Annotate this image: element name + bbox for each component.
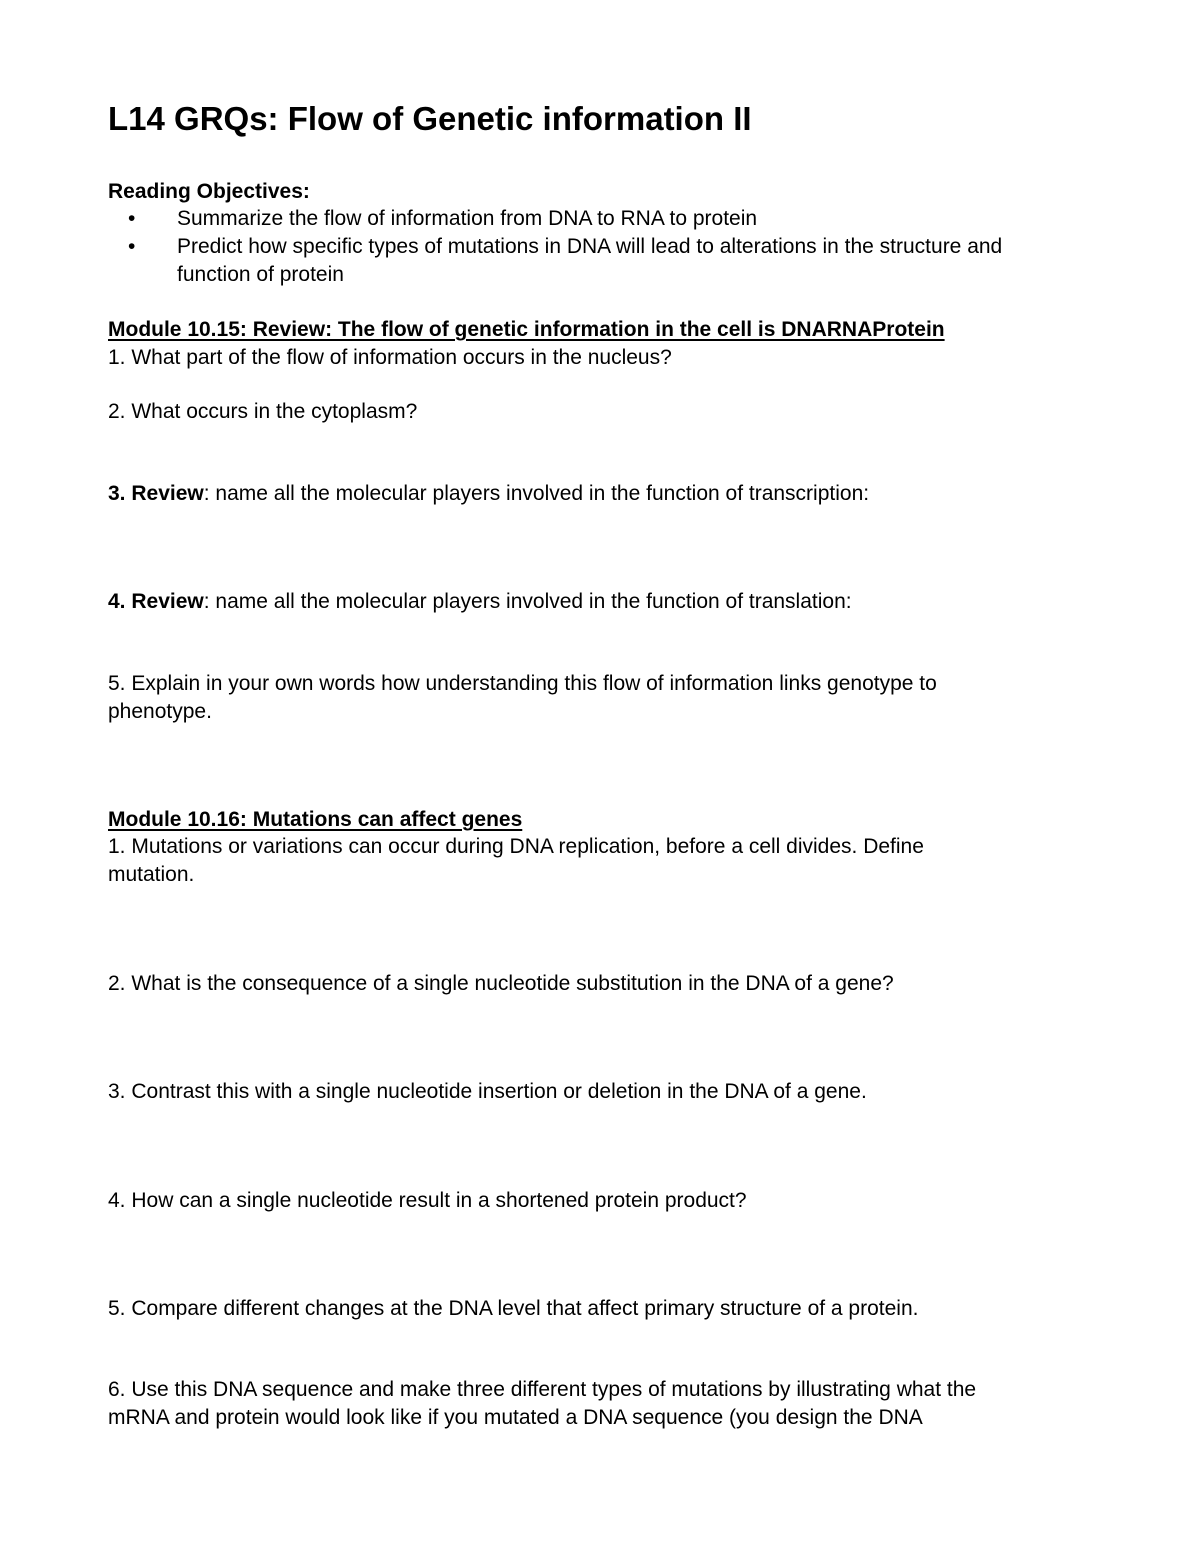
objective-item-continuation: function of protein <box>177 263 344 286</box>
objective-item: Summarize the flow of information from DNA to RNA to protein <box>177 207 758 230</box>
module2-question-1: 1. Mutations or variations can occur during DNA replication, before a cell divides. Define <box>108 835 924 858</box>
module-10-16-heading: Module 10.16: Mutations can affect genes <box>108 808 523 831</box>
module2-question-6: 6. Use this DNA sequence and make three different types of mutations by illustrating what the <box>108 1378 977 1401</box>
bullet-icon: • <box>128 235 136 258</box>
module1-question-5-continuation: phenotype. <box>108 700 212 723</box>
module1-question-1: 1. What part of the flow of information occurs in the nucleus? <box>108 346 672 369</box>
objective-item: Predict how specific types of mutations in DNA will lead to alterations in the structure and <box>177 235 1003 258</box>
module2-question-6-continuation: mRNA and protein would look like if you mutated a DNA sequence (you design the DNA <box>108 1406 923 1429</box>
question-3-label: 3. Review <box>108 482 204 505</box>
module1-question-5: 5. Explain in your own words how understanding this flow of information links genotype to <box>108 672 937 695</box>
question-4-label: 4. Review <box>108 590 204 613</box>
module-10-15-heading: Module 10.15: Review: The flow of genetic information in the cell is DNARNAProtein <box>108 318 945 341</box>
module1-question-3 <box>108 480 869 508</box>
module1-question-2: 2. What occurs in the cytoplasm? <box>108 400 418 423</box>
module2-question-2: 2. What is the consequence of a single nucleotide substitution in the DNA of a gene? <box>108 972 894 995</box>
page-title: L14 GRQs: Flow of Genetic information II <box>108 100 752 137</box>
module2-question-1-continuation: mutation. <box>108 863 195 886</box>
question-3-text: : name all the molecular players involved in the function of transcription: <box>203 482 870 505</box>
module2-question-4: 4. How can a single nucleotide result in a shortened protein product? <box>108 1189 747 1212</box>
objectives-heading: Reading Objectives: <box>108 180 310 203</box>
module2-question-5: 5. Compare different changes at the DNA level that affect primary structure of a protein. <box>108 1297 919 1320</box>
module1-question-4 <box>108 588 852 616</box>
module2-question-3: 3. Contrast this with a single nucleotide insertion or deletion in the DNA of a gene. <box>108 1080 867 1103</box>
bullet-icon: • <box>128 207 136 230</box>
question-4-text: : name all the molecular players involved in the function of translation: <box>203 590 852 613</box>
